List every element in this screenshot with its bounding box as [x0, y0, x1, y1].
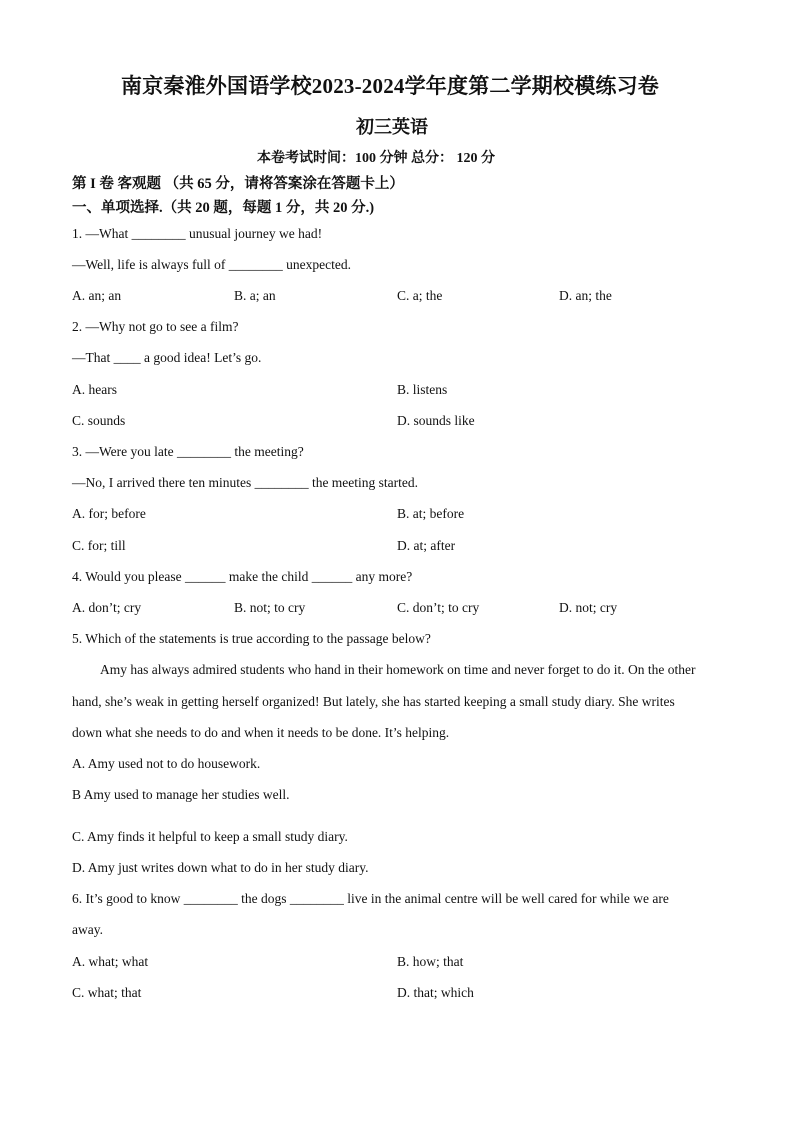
question-4-option-d: D. not; cry	[559, 600, 618, 615]
question-4-line-1: 4. Would you please ______ make the child ______ any more?	[72, 569, 413, 584]
section-heading-single-choice: 一、单项选择.（共 20 题，每题 1 分，共 20 分.)	[72, 200, 375, 216]
question-1-option-d: D. an; the	[559, 288, 612, 303]
question-4-option-b: B. not; to cry	[234, 600, 306, 615]
question-3-line-2: —No, I arrived there ten minutes ________ the meeting started.	[72, 475, 419, 490]
page-title: 南京秦淮外国语学校2023-2024学年度第二学期校模练习卷	[121, 74, 659, 98]
exam-info: 本卷考试时间：100 分钟 总分： 120 分	[257, 151, 495, 166]
question-1-option-a: A. an; an	[72, 288, 122, 303]
question-4-option-c: C. don’t; to cry	[397, 600, 480, 615]
question-1-option-b: B. a; an	[234, 288, 276, 303]
section-heading-part1: 第 I 卷 客观题 （共 65 分，请将答案涂在答题卡上）	[72, 176, 404, 192]
question-5-passage-line-1: Amy has always admired students who hand in their homework on time and never forget to do it. On the other	[100, 662, 696, 677]
question-5-option-c: C. Amy finds it helpful to keep a small study diary.	[72, 829, 348, 844]
question-6-line-2: away.	[72, 922, 103, 937]
question-5-option-a: A. Amy used not to do housework.	[72, 756, 261, 771]
question-5-passage-line-2: hand, she’s weak in getting herself organized! But lately, she has started keeping a small study diary. She writes	[72, 694, 675, 709]
question-3-option-d: D. at; after	[397, 538, 456, 553]
question-6-option-a: A. what; what	[72, 954, 149, 969]
question-4-option-a: A. don’t; cry	[72, 600, 142, 615]
question-3-option-a: A. for; before	[72, 506, 146, 521]
question-6-option-d: D. that; which	[397, 985, 474, 1000]
question-2-line-1: 2. —Why not go to see a film?	[72, 319, 239, 334]
question-5-option-d: D. Amy just writes down what to do in her study diary.	[72, 860, 369, 875]
question-1-option-c: C. a; the	[397, 288, 443, 303]
page-subtitle: 初三英语	[356, 117, 428, 137]
question-2-line-2: —That ____ a good idea! Let’s go.	[72, 350, 262, 365]
question-2-option-a: A. hears	[72, 382, 117, 397]
question-3-line-1: 3. —Were you late ________ the meeting?	[72, 444, 304, 459]
question-6-option-b: B. how; that	[397, 954, 464, 969]
question-3-option-b: B. at; before	[397, 506, 465, 521]
question-5-line-1: 5. Which of the statements is true according to the passage below?	[72, 631, 431, 646]
question-1-line-2: —Well, life is always full of ________ unexpected.	[72, 257, 351, 272]
question-5-option-b: B Amy used to manage her studies well.	[72, 787, 290, 802]
question-6-line-1: 6. It’s good to know ________ the dogs ________ live in the animal centre will be well cared for while we are	[72, 891, 669, 906]
question-1-line-1: 1. —What ________ unusual journey we had!	[72, 226, 323, 241]
question-6-option-c: C. what; that	[72, 985, 142, 1000]
question-3-option-c: C. for; till	[72, 538, 126, 553]
question-2-option-d: D. sounds like	[397, 413, 475, 428]
question-2-option-c: C. sounds	[72, 413, 126, 428]
question-5-passage-line-3: down what she needs to do and when it needs to be done. It’s helping.	[72, 725, 450, 740]
question-2-option-b: B. listens	[397, 382, 448, 397]
